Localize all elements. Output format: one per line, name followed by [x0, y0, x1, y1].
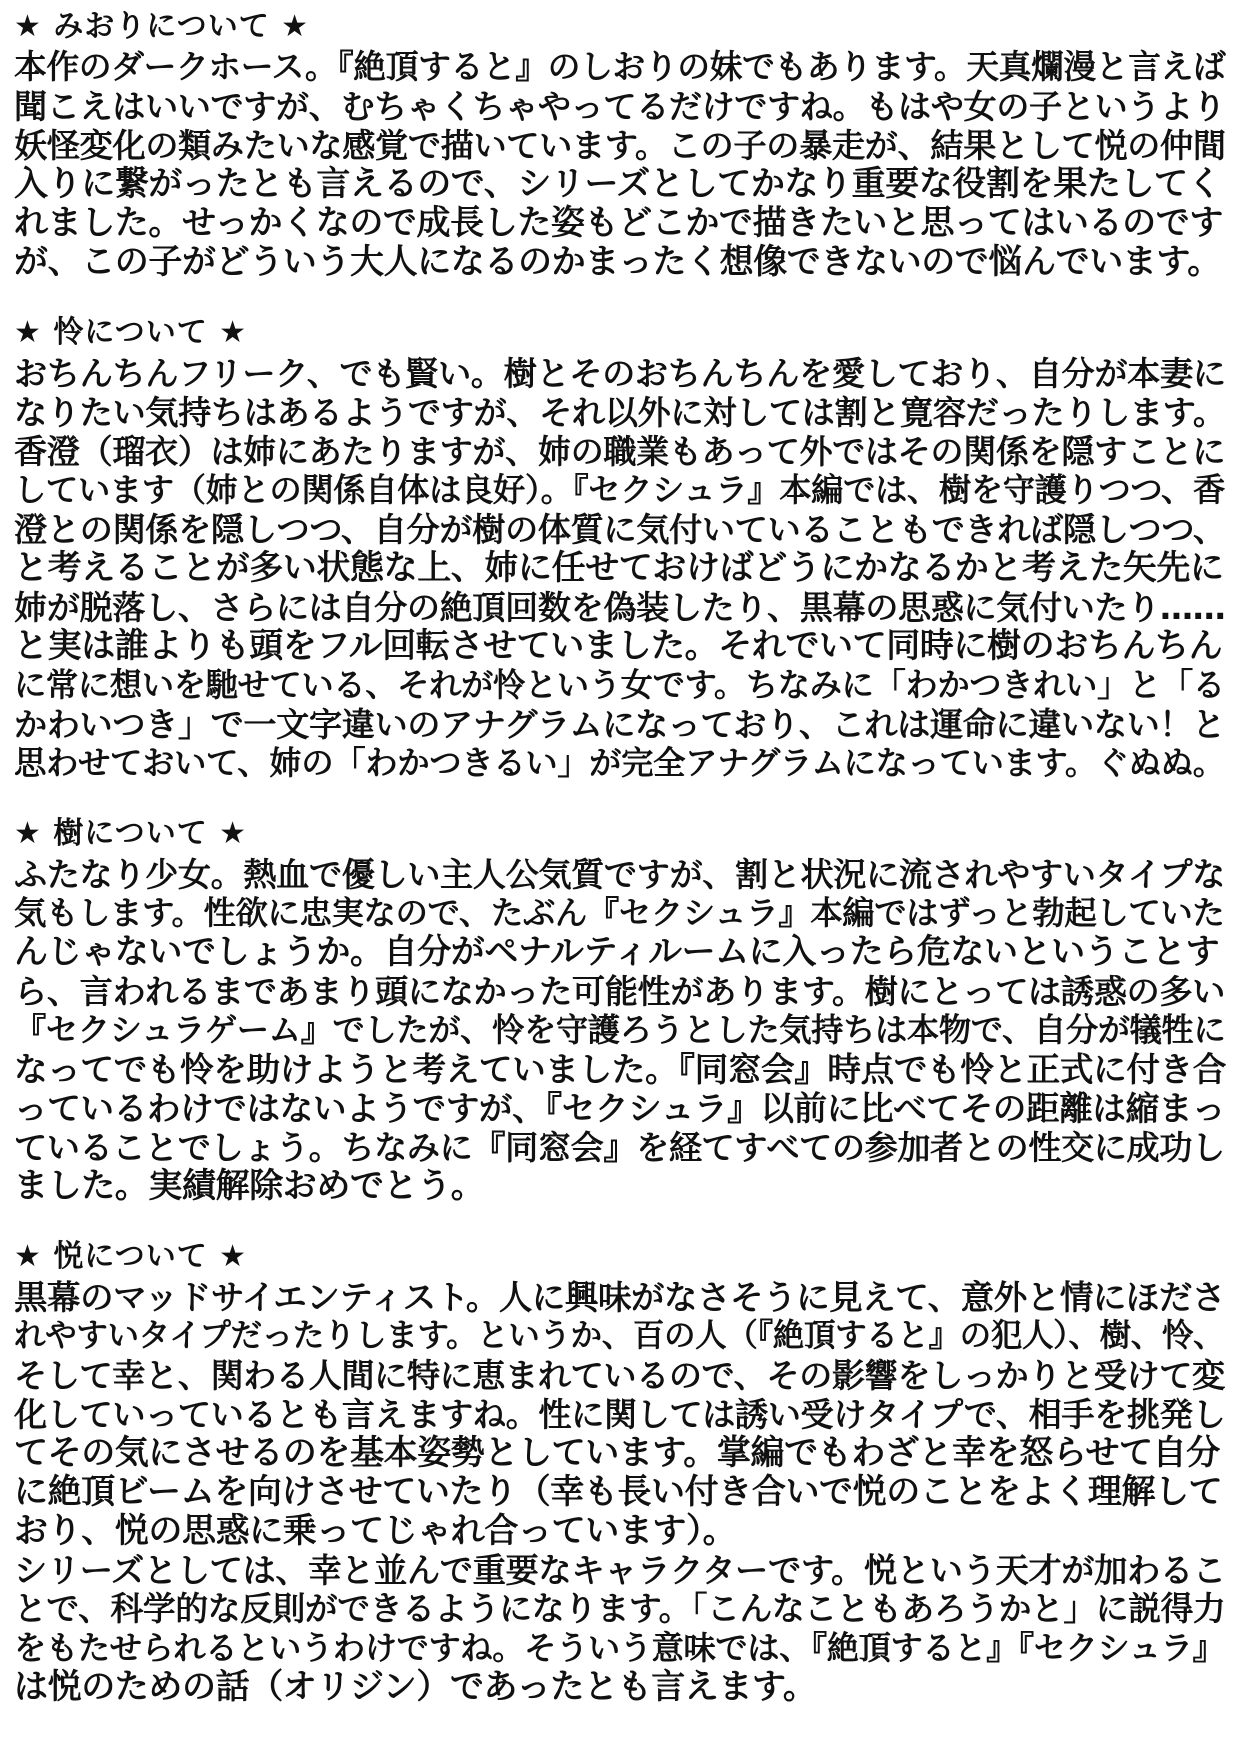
- section-itsuki: [14, 813, 1230, 1206]
- paragraph-line: 姉が脱落し、さらには自分の絶頂回数を偽装したり、黒幕の思惑に気付いたり……: [14, 588, 1226, 627]
- paragraph-line: ました。実績解除おめでとう。: [14, 1166, 485, 1206]
- section-miori: [14, 6, 1230, 282]
- section-etsu: [14, 1236, 1230, 1707]
- paragraph-line: なってでも怜を助けようと考えていました。『同窓会』時点でも怜と正式に付き合: [14, 1050, 1226, 1089]
- paragraph-line: とで、科学的な反則ができるようになります。「こんなこともあろうかと」に説得力: [14, 1590, 1226, 1628]
- paragraph-line: 入りに繋がったとも言えるので、シリーズとしてかなり重要な役割を果たしてく: [14, 164, 1222, 204]
- section-rei: [14, 312, 1230, 783]
- paragraph-line: 聞こえはいいですが、むちゃくちゃやってるだけですね。もはや女の子というより: [14, 87, 1226, 126]
- paragraph-line: かわいつき」で一文字違いのアナグラムになっており、これは運命に違いない！と: [14, 705, 1225, 744]
- paragraph-line: と実は誰よりも頭をフル回転させていました。それでいて同時に樹のおちんちん: [14, 626, 1223, 666]
- paragraph-line: おちんちんフリーク、でも賢い。樹とそのおちんちんを愛しており、自分が本妻に: [14, 354, 1226, 393]
- paragraph-line: は悦のための話（オリジン）であったとも言えます。: [14, 1667, 817, 1707]
- paragraph-line: 香澄（瑠衣）は姉にあたりますが、姉の職業もあって外ではその関係を隠すことに: [14, 432, 1226, 471]
- paragraph-line: なりたい気持ちはあるようですが、それ以外に対しては割と寛容だったりします。: [14, 393, 1226, 432]
- paragraph-line: が、この子がどういう大人になるのかまったく想像できないので悩んでいます。: [14, 242, 1221, 282]
- paragraph-line: っているわけではないようですが、『セクシュラ』以前に比べてその距離は縮まっ: [14, 1089, 1226, 1128]
- paragraph-line: れました。せっかくなので成長した姿もどこかで描きたいと思ってはいるのです: [14, 203, 1223, 243]
- paragraph-line: 化していっているとも言えますね。性に関しては誘い受けタイプで、相手を挑発し: [14, 1395, 1226, 1434]
- document-page: [14, 6, 1230, 1737]
- paragraph-line: しています（姉との関係自体は良好）。『セクシュラ』本編では、樹を守護りつつ、香: [14, 471, 1225, 509]
- paragraph-line: シリーズとしては、幸と並んで重要なキャラクターです。悦という天才が加わるこ: [14, 1551, 1226, 1590]
- section-title: ★ 怜について ★: [14, 315, 248, 350]
- paragraph-line: 澄との関係を隠しつつ、自分が樹の体質に気付いていることもできれば隠しつつ、: [14, 510, 1226, 549]
- paragraph-line: ふたなり少女。熱血で優しい主人公気質ですが、割と状況に流されやすいタイプな: [14, 855, 1225, 894]
- section-title: ★ みおりについて ★: [14, 9, 310, 44]
- paragraph-line: れやすいタイプだったりします。というか、百の人（『絶頂すると』の犯人）、樹、怜、: [14, 1318, 1225, 1354]
- paragraph-line: に絶頂ビームを向けさせていたり（幸も長い付き合いで悦のことをよく理解して: [14, 1472, 1223, 1512]
- paragraph-line: おり、悦の思惑に乗ってじゃれ合っています）。: [14, 1511, 737, 1551]
- paragraph-line: てその気にさせるのを基本姿勢としています。掌編でもわざと幸を怒らせて自分: [14, 1433, 1220, 1473]
- paragraph-line: 妖怪変化の類みたいな感覚で描いています。この子の暴走が、結果として悦の仲間: [14, 126, 1226, 165]
- paragraph-line: 本作のダークホース。『絶頂すると』のしおりの妹でもあります。天真爛漫と言えば: [14, 48, 1226, 86]
- paragraph-line: ていることでしょう。ちなみに『同窓会』を経てすべての参加者との性交に成功し: [14, 1128, 1225, 1167]
- paragraph-line: 『セクシュラゲーム』でしたが、怜を守護ろうとした気持ちは本物で、自分が犠牲に: [14, 1011, 1226, 1049]
- paragraph-line: をもたせられるというわけですね。そういう意味では、『絶頂すると』『セクシュラ』: [14, 1629, 1225, 1667]
- paragraph-line: んじゃないでしょうか。自分がペナルティルームに入ったら危ないということす: [14, 932, 1220, 972]
- paragraph-line: に常に想いを馳せている、それが怜という女です。ちなみに「わかつきれい」と「る: [14, 666, 1225, 704]
- section-title: ★ 樹について ★: [14, 816, 248, 851]
- paragraph-line: 思わせておいて、姉の「わかつきるい」が完全アナグラムになっています。ぐぬぬ。: [14, 744, 1225, 782]
- paragraph-line: 黒幕のマッドサイエンティスト。人に興味がなさそうに見えて、意外と情にほださ: [14, 1278, 1226, 1317]
- paragraph-line: そして幸と、関わる人間に特に恵まれているので、その影響をしっかりと受けて変: [14, 1356, 1225, 1395]
- paragraph-line: ら、言われるまであまり頭になかった可能性があります。樹にとっては誘惑の多い: [14, 972, 1225, 1011]
- paragraph-line: と考えることが多い状態な上、姉に任せておけばどうにかなるかと考えた矢先に: [14, 548, 1224, 588]
- section-title: ★ 悦について ★: [14, 1239, 248, 1274]
- paragraph-line: 気もします。性欲に忠実なので、たぶん『セクシュラ』本編ではずっと勃起していた: [14, 894, 1225, 932]
